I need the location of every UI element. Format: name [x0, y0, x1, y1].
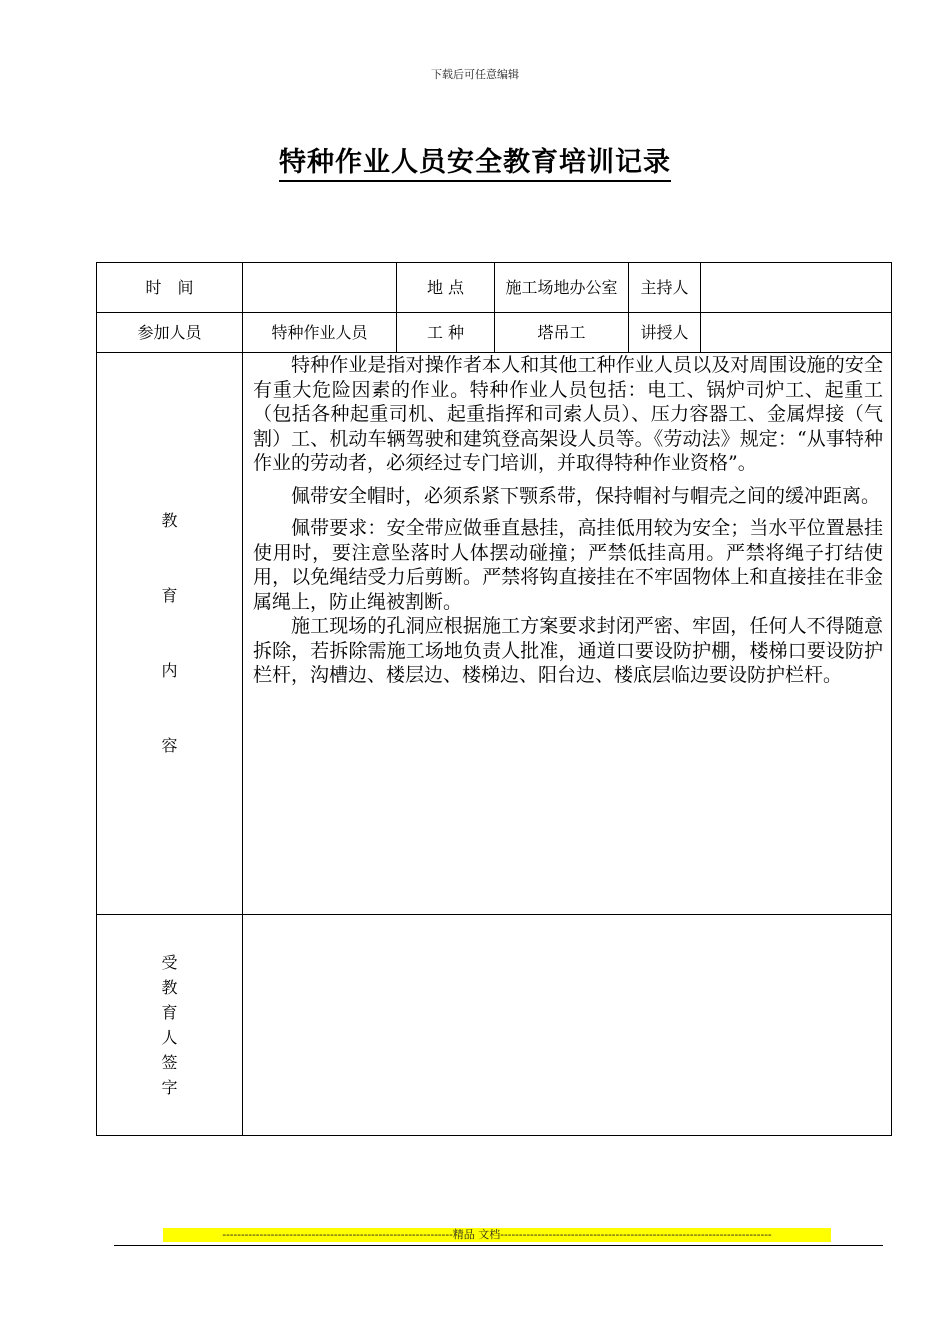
job-value[interactable]: 塔吊工	[495, 313, 629, 353]
table-row-time	[97, 263, 892, 313]
signature-label-char: 字	[161, 1078, 178, 1097]
page-title-text: 特种作业人员安全教育培训记录	[279, 147, 671, 182]
table-row-signature	[97, 915, 892, 1136]
content-label-char: 内	[161, 661, 178, 680]
location-value[interactable]: 施工场地办公室	[495, 263, 629, 313]
content-label-char: 育	[161, 586, 178, 605]
participants-label: 参加人员	[97, 313, 243, 353]
signature-label-char: 育	[161, 1003, 178, 1022]
table-row-participants	[97, 313, 892, 353]
signature-label-char: 受	[161, 953, 178, 972]
lecturer-label: 讲授人	[629, 313, 701, 353]
time-label: 时 间	[97, 263, 243, 313]
signature-label-char: 人	[161, 1028, 178, 1047]
content-paragraph: 佩带安全帽时，必须系紧下颚系带，保持帽衬与帽壳之间的缓冲距离。	[291, 484, 881, 507]
signature-label-char: 签	[161, 1053, 178, 1072]
footer-divider	[114, 1245, 883, 1246]
lecturer-value[interactable]	[701, 313, 892, 353]
participants-value[interactable]: 特种作业人员	[243, 313, 397, 353]
content-paragraph: 施工现场的孔洞应根据施工方案要求封闭严密、牢固，任何人不得随意拆除，若拆除需施工场地负责人批准，通道口要设防护棚，楼梯口要设防护栏杆，沟槽边、楼层边、楼梯边、阳台边、楼底层临边要设防护栏杆。	[253, 615, 883, 686]
location-label: 地 点	[397, 263, 495, 313]
time-value[interactable]	[243, 263, 397, 313]
host-value[interactable]	[701, 263, 892, 313]
signature-label	[97, 915, 243, 1136]
table-row-content	[97, 353, 892, 915]
job-label: 工 种	[397, 313, 495, 353]
header-note: 下载后可任意编辑	[431, 68, 519, 81]
content-label	[97, 353, 243, 915]
page-title	[0, 140, 950, 179]
content-label-char: 教	[161, 511, 178, 530]
content-paragraph: 佩带要求：安全带应做垂直悬挂，高挂低用较为安全；当水平位置悬挂使用时，要注意坠落时人体摆动碰撞；严禁低挂高用。严禁将绳子打结使用，以免绳结受力后剪断。严禁将钩直接挂在不牢固物体上和直接挂在非金属绳上，防止绳被割断。	[253, 517, 883, 613]
signature-area[interactable]	[243, 915, 892, 1136]
content-body[interactable]	[243, 353, 892, 915]
host-label: 主持人	[629, 263, 701, 313]
content-paragraph: 特种作业是指对操作者本人和其他工种作业人员以及对周围设施的安全有重大危险因素的作业。特种作业人员包括：电工、锅炉司炉工、起重工（包括各种起重司机、起重指挥和司索人员）、压力容器工、金属焊接（气割）工、机动车辆驾驶和建筑登高架设人员等。《劳动法》规定：“从事特种作业的劳动者，必须经过专门培训，并取得特种作业资格”。	[253, 354, 883, 474]
signature-label-char: 教	[161, 978, 178, 997]
training-record-table	[96, 262, 892, 1136]
content-label-char: 容	[161, 736, 178, 755]
footer-watermark: --------------------------------------------------------------精品 文档-------------------------------------------------------------------------	[163, 1228, 831, 1242]
